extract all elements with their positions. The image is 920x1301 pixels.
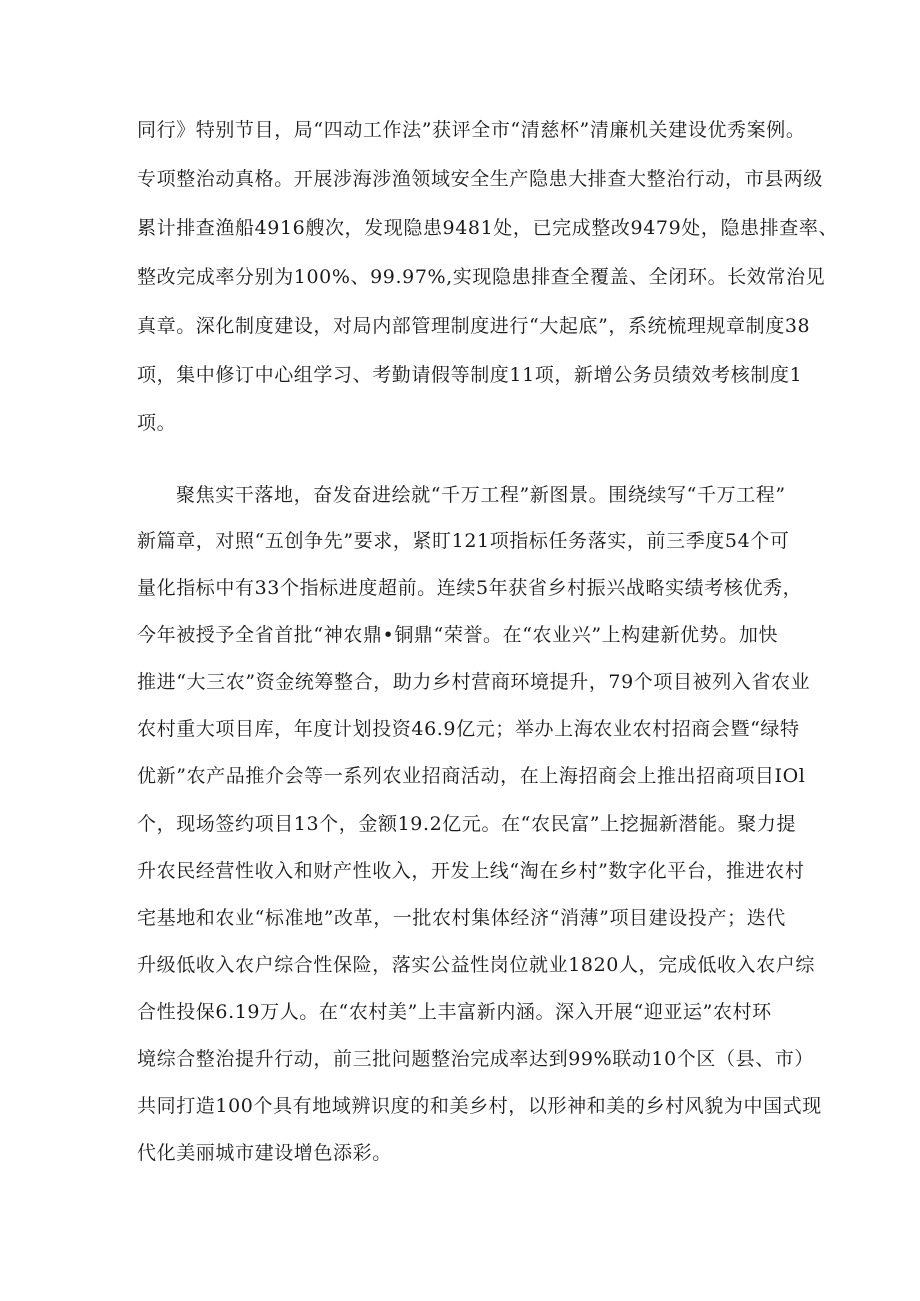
text-line: 代化美丽城市建设增色添彩。: [137, 1142, 392, 1164]
text-line: 推进“大三农”资金统筹整合，助力乡村营商环境提升，79个项目被列入省农业: [137, 671, 811, 693]
text-line: 整改完成率分别为100%、99.97%,实现隐患排查全覆盖、全闭环。长效常治见: [137, 266, 826, 288]
text-line: 合性投保6.19万人。在“农村美”上丰富新内涵。深入开展“迎亚运”农村环: [137, 1001, 772, 1023]
text-line: 项，集中修订中心组学习、考勤请假等制度11项，新增公务员绩效考核制度1: [137, 364, 803, 386]
text-line: 农村重大项目库，年度计划投资46.9亿元；举办上海农业农村招商会暨“绿特: [137, 718, 800, 740]
text-line: 项。: [137, 412, 177, 434]
text-line: 真章。深化制度建设，对局内部管理制度进行“大起底”，系统梳理规章制度38: [137, 315, 811, 337]
text-line: 优新”农产品推介会等一系列农业招商活动，在上海招商会上推出招商项目IOl: [137, 765, 806, 787]
text-line: 专项整治动真格。开展涉海涉渔领域安全生产隐患大排查大整治行动，市县两级: [137, 168, 824, 190]
text-line: 宅基地和农业“标准地”改革，一批农村集体经济“消薄”项目建设投产；迭代: [137, 907, 786, 929]
text-line: 量化指标中有33个指标进度超前。连续5年获省乡村振兴战略实绩考核优秀，: [137, 577, 803, 599]
text-line: 升级低收入农户综合性保险，落实公益性岗位就业1820人，完成低收入农户综: [137, 954, 815, 976]
text-line: 升农民经营性收入和财产性收入，开发上线“淘在乡村”数字化平台，推进农村: [137, 860, 805, 882]
text-line: 同行》特别节目，局“四动工作法”获评全市“清慈杯”清廉机关建设优秀案例。: [137, 119, 806, 141]
text-line: 境综合整治提升行动，前三批问题整治完成率达到99%联动10个区（县、市）: [137, 1048, 815, 1070]
text-line: 聚焦实干落地，奋发奋进绘就“千万工程”新图景。围绕续写“千万工程”: [176, 484, 786, 506]
text-line: 累计排查渔船4916艘次，发现隐患9481处，已完成整改9479处，隐患排查率、: [137, 217, 839, 239]
text-line: 共同打造100个具有地域辨识度的和美乡村，以形神和美的乡村风貌为中国式现: [137, 1095, 822, 1117]
text-line: 今年被授予全省首批“神农鼎•铜鼎“荣誉。在“农业兴”上构建新优势。加快: [137, 624, 779, 646]
text-line: 个，现场签约项目13个，金额19.2亿元。在“农民富”上挖掘新潜能。聚力提: [137, 813, 797, 835]
text-line: 新篇章，对照“五创争先”要求，紧盯121项指标任务落实，前三季度54个可: [137, 530, 790, 552]
